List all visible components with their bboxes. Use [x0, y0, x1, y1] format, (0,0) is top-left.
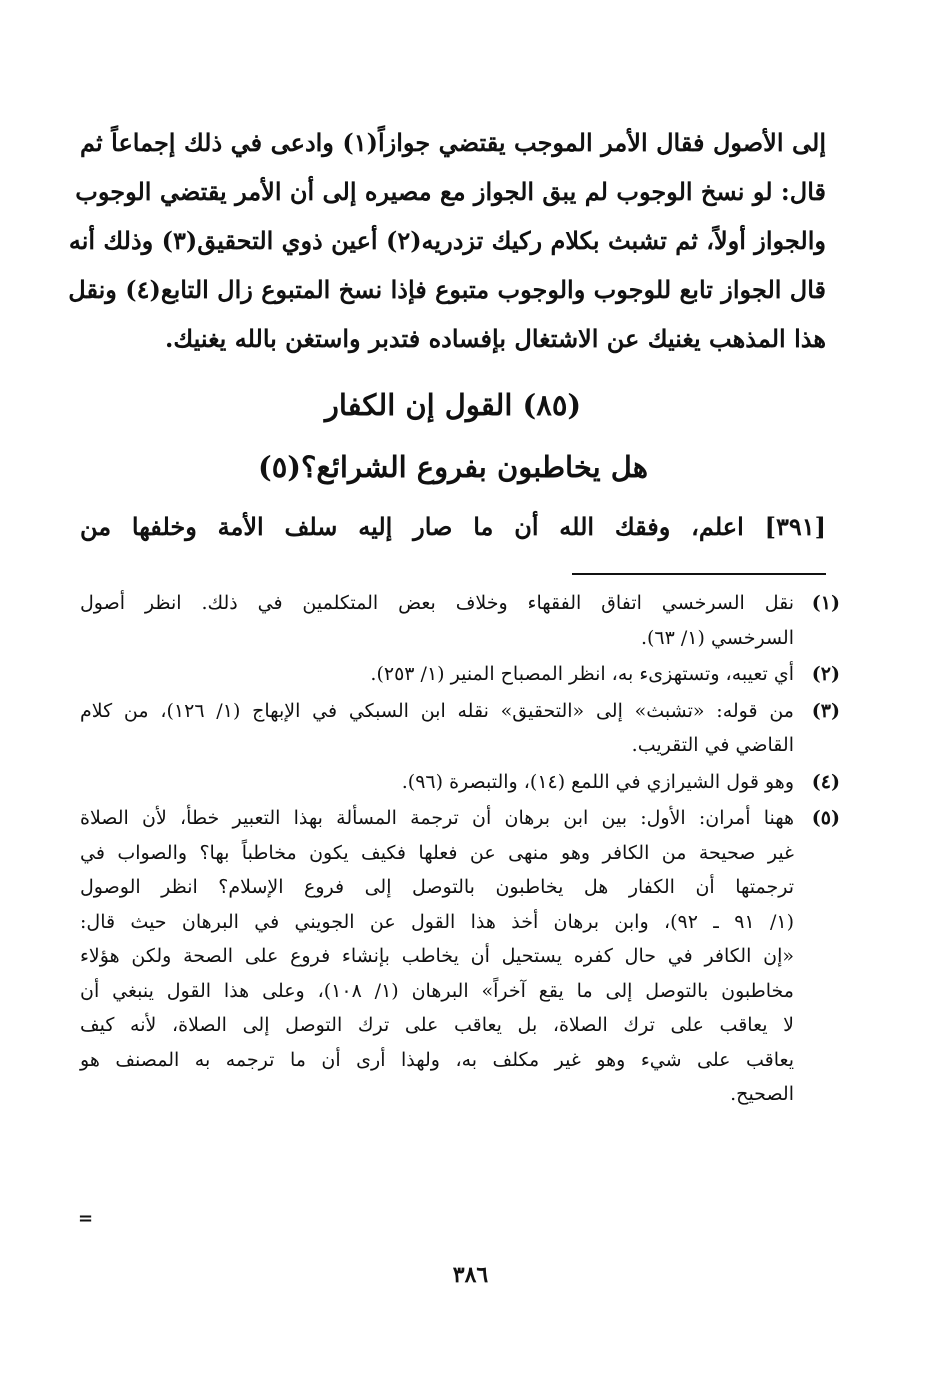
footnote-line: ترجمتها أن الكفار هل يخاطبون بالتوصل إلى فروع الإسلام؟ انظر الوصول	[80, 876, 794, 898]
footnote-line: (١/ ٩١ ـ ٩٢)، وابن برهان أخذ هذا القول عن الجويني في البرهان حيث قال:	[80, 910, 794, 933]
footnote	[80, 586, 840, 655]
footnote	[80, 657, 840, 692]
continuation-mark: =	[78, 1208, 94, 1229]
footnote-number: (٥)	[811, 807, 840, 829]
main-text-line: إلى الأصول فقال الأمر الموجب يقتضي جوازاً(١) وادعى في ذلك إجماعاً ثم	[80, 128, 826, 157]
footnote-line: «إن الكافر في حال كفره يستحيل أن يخاطب بإنشاء فروع على الصحة ولكن هؤلاء	[80, 945, 794, 967]
footnote-line: السرخسي (١/ ٦٣).	[640, 626, 794, 649]
main-text	[68, 118, 826, 363]
main-text-line: هذا المذهب يغنيك عن الاشتغال بإفساده فتدبر واستغن بالله يغنيك.	[165, 324, 826, 353]
footnotes	[80, 586, 840, 1114]
footnote-separator	[572, 573, 826, 575]
footnote-text	[80, 657, 794, 692]
section-subheading: هل يخاطبون بفروع الشرائع؟(٥)	[257, 450, 649, 484]
footnote-number: (١)	[811, 592, 840, 614]
footnote-line: لا يعاقب على ترك الصلاة، بل يعاقب على ترك التوصل إلى الصلاة، لأنه كيف	[80, 1014, 794, 1036]
footnote	[80, 765, 840, 800]
main-text-line: قال: لو نسخ الوجوب لم يبق الجواز مع مصيره إلى أن الأمر يقتضي الوجوب	[75, 177, 826, 206]
footnote-line: نقل السرخسي اتفاق الفقهاء وخلاف بعض المتكلمين في ذلك. انظر أصول	[80, 592, 794, 614]
footnote-line: من قوله: «تشبث» إلى «التحقيق» نقله ابن السبكي في الإبهاج (١/ ١٢٦)، من كلام	[80, 699, 794, 722]
footnote-line: ههنا أمران: الأول: بين ابن برهان أن ترجمة المسألة بهذا التعبير خطأ، لأن الصلاة	[80, 807, 794, 829]
footnote-line: غير صحيحة من الكافر وهو منهى عن فعلها فكيف يكون مخاطباً بها؟ والصواب في	[80, 841, 794, 864]
footnote	[80, 801, 840, 1112]
footnote-text	[80, 694, 794, 763]
footnote-number: (٣)	[811, 699, 840, 722]
footnote-line: يعاقب على شيء وهو غير مكلف به، ولهذا أرى أن ما ترجمه به المصنف هو	[80, 1048, 794, 1071]
footnote-line: القاضي في التقريب.	[631, 734, 794, 756]
section-heading: (٨٥) القول إن الكفار	[324, 388, 582, 422]
footnote-text	[80, 586, 794, 655]
main-text-line: والجواز أولاً، ثم تشبث بكلام ركيك تزدريه(٢) أعين ذوي التحقيق(٣) وذلك أنه	[68, 226, 826, 255]
main-text-line: قال الجواز تابع للوجوب والوجوب متبوع فإذا نسخ المتبوع زال التابع(٤) ونقل	[68, 275, 826, 304]
footnote-text	[80, 801, 794, 1112]
footnote-line: الصحيح.	[730, 1083, 794, 1105]
footnote-number: (٢)	[811, 663, 840, 685]
footnote-number: (٤)	[811, 770, 840, 793]
footnote-line: مخاطبون بالتوصل إلى ما يقع آخراً» البرهان (١/ ١٠٨)، وعلى هذا القول ينبغي أن	[80, 979, 794, 1002]
section-intro-line: [٣٩١] اعلم، وفقك الله أن ما صار إليه سلف الأمة وخلفها من	[80, 512, 826, 541]
page-number: ٣٨٦	[452, 1262, 489, 1288]
footnote-text	[80, 765, 794, 800]
footnote-line: أي تعيبه، وتستهزىء به، انظر المصباح المنير (١/ ٢٥٣).	[370, 663, 794, 685]
footnote	[80, 694, 840, 763]
footnote-line: وهو قول الشيرازي في اللمع (١٤)، والتبصرة (٩٦).	[401, 770, 794, 793]
